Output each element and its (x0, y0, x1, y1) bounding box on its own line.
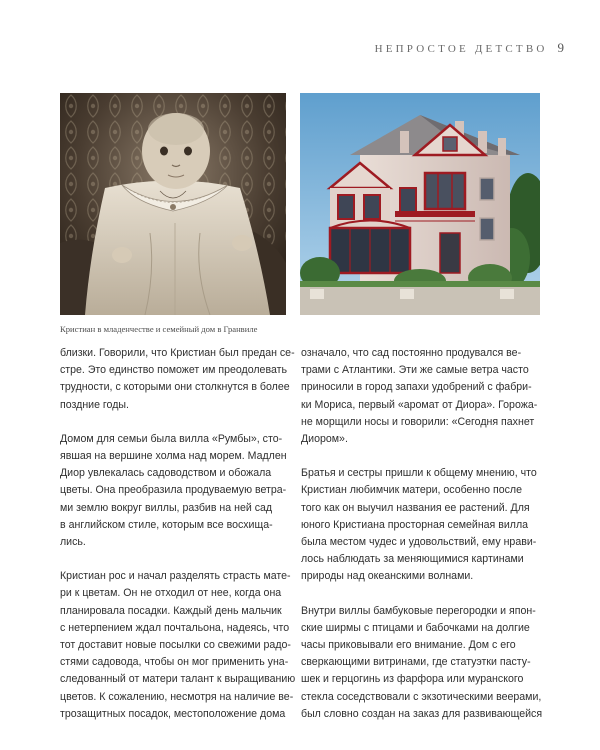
villa-image (300, 93, 540, 315)
text-line: ми землю вокруг виллы, разбив на ней сад (60, 501, 273, 514)
paragraph (301, 603, 543, 723)
text-line: стями садовода, чтобы он мог применить уна- (60, 656, 289, 669)
text-line: с нетерпением ждал почтальона, надеясь, что (60, 621, 290, 634)
text-line: трами с Атлантики. Эти же самые ветра часто (301, 364, 529, 377)
paragraph (60, 568, 296, 723)
text-line: природы над океанскими волнами. (301, 570, 474, 583)
text-line: планировала посадки. Каждый день мальчик (60, 604, 282, 617)
text-line: Домом для семьи была вилла «Румбы», сто- (60, 432, 283, 445)
text-line: был словно создан на заказ для развивающейся (301, 707, 543, 720)
baby-portrait-image (60, 93, 286, 315)
baby-portrait-photo (60, 93, 286, 315)
text-line: не морщили носы и говорили: «Сегодня пахнет (301, 415, 535, 428)
text-line: Диор увлекалась садоводством и обожала (60, 467, 272, 480)
text-line: ки Мориса, первый «аромат от Диора». Горожа- (301, 398, 538, 411)
text-line: трудности, с которыми они столкнутся в более (60, 381, 290, 394)
text-line: того как он выучил названия ее растений. Для (301, 501, 530, 514)
text-line: означало, что сад постоянно продувался ве- (301, 347, 522, 359)
text-line: часы приковывали его внимание. Дом с его (301, 639, 516, 652)
villa-photo (300, 93, 540, 315)
text-line: ские ширмы с птицами и бабочками на долгие (301, 621, 530, 634)
text-line: близки. Говорили, что Кристиан был предан се- (60, 347, 295, 359)
running-head (375, 40, 564, 56)
text-line: Внутри виллы бамбуковые перегородки и япон- (301, 604, 536, 617)
paragraph (301, 345, 538, 448)
text-line: поздние годы. (60, 398, 129, 411)
running-title: НЕПРОСТОЕ ДЕТСТВО (374, 43, 548, 55)
text-line: следованный от матери талант к выращиванию (60, 673, 296, 686)
text-line: цветы. Она преобразила продуваемую ветра- (60, 484, 287, 497)
body-column-left (60, 345, 296, 740)
body-column-right (301, 345, 543, 740)
paragraph (301, 465, 537, 585)
figure-caption: Кристиан в младенчестве и семейный дом в Гранвиле (60, 324, 258, 334)
text-line: приносили в город запахи удобрений с фабри- (301, 381, 532, 394)
page-number: 9 (557, 40, 564, 55)
text-line: юного Кристиана просторная семейная вилла (301, 518, 529, 531)
text-line: была местом чудес и удовольствий, ему нрави- (301, 536, 537, 549)
text-line: лось наблюдать за меняющимися картинами (301, 553, 524, 566)
text-line: стекла соседствовали с экзотическими веерами, (301, 690, 542, 703)
text-line: стре. Это единство поможет им преодолевать (60, 364, 287, 377)
text-line: Братья и сестры пришли к общему мнению, что (301, 467, 537, 480)
text-line: цветов. К сожалению, несмотря на наличие ве- (60, 690, 294, 703)
text-line: тот доставит новые посылки со свежими радо- (60, 639, 291, 652)
text-line: сверкающими витринами, где статуэтки пасту- (301, 656, 531, 669)
text-line: Кристиан рос и начал разделять страсть мате- (60, 570, 291, 583)
paragraph (60, 431, 287, 551)
text-line: трозащитных посадок, местоположение дома (60, 707, 286, 720)
text-line: Кристиан любимчик матери, особенно после (301, 484, 522, 497)
text-line: ри к цветам. Он не отходил от нее, когда она (60, 587, 282, 600)
text-line: в английском стиле, которым все восхища- (60, 518, 273, 531)
text-line: шек и герцогинь из фарфора или муранского (301, 673, 524, 686)
text-line: явшая на вершине холма над морем. Мадлен (60, 450, 287, 463)
text-line: лись. (60, 536, 86, 549)
text-line: Диором». (301, 433, 348, 446)
paragraph (60, 345, 295, 414)
